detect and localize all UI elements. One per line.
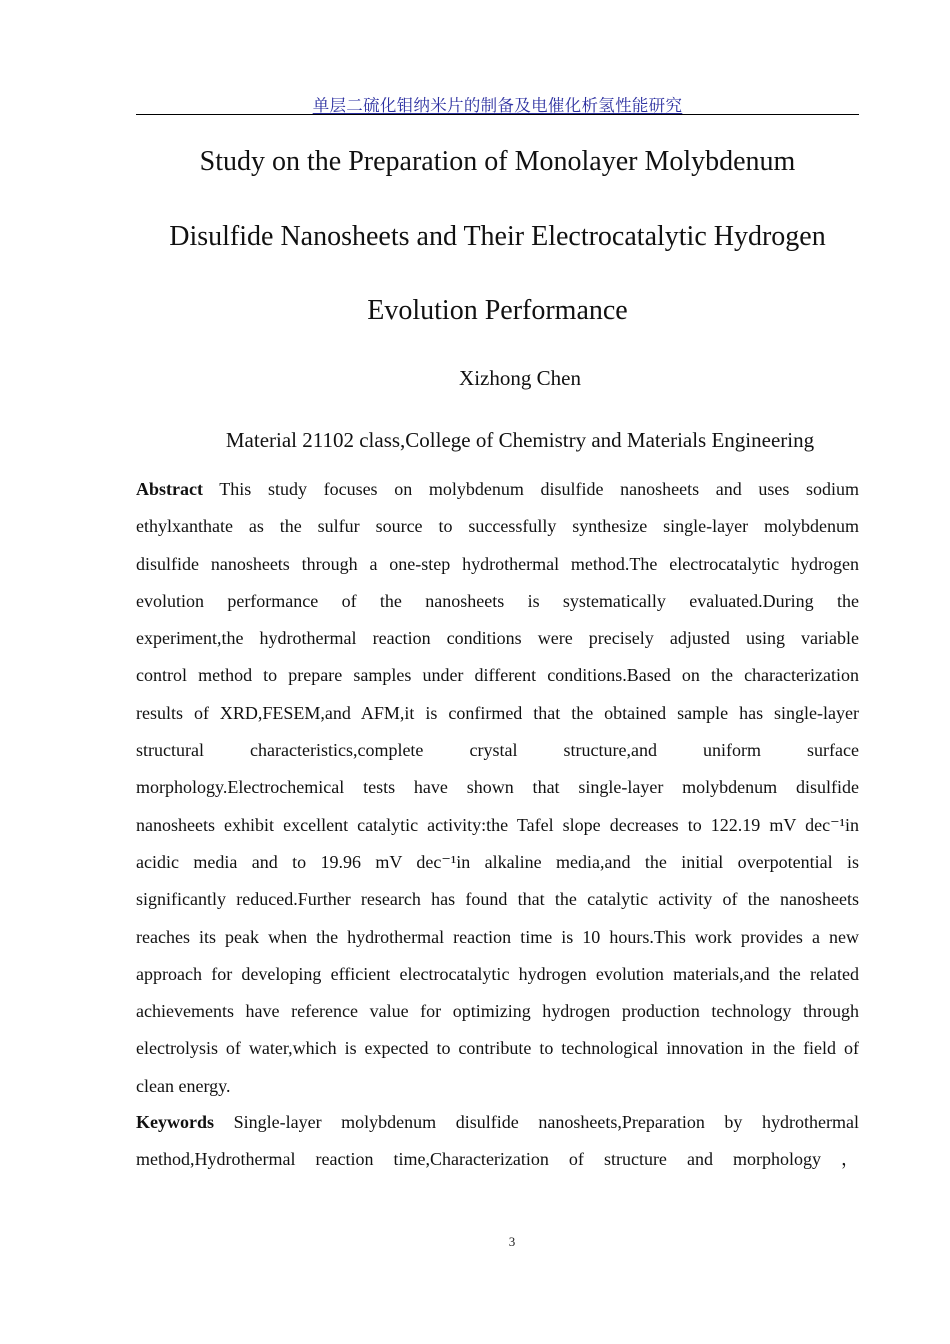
abstract-line: acidic media and to 19.96 mV dec⁻¹in alkaline media,and the initial overpotential is bbox=[136, 851, 859, 872]
page-number: 3 bbox=[508, 1234, 516, 1249]
running-header-title: 单层二硫化钼纳米片的制备及电催化析氢性能研究 bbox=[312, 96, 683, 115]
keywords-line bbox=[136, 1104, 859, 1141]
author-affiliation: Material 21102 class,College of Chemistry and Materials Engineering bbox=[225, 428, 815, 452]
keywords-section bbox=[136, 1104, 859, 1179]
abstract-line bbox=[136, 471, 859, 508]
paper-title-line-3: Evolution Performance bbox=[367, 295, 628, 326]
abstract-text: This study focuses on molybdenum disulfide nanosheets and uses sodium bbox=[202, 479, 859, 499]
abstract-line: evolution performance of the nanosheets is systematically evaluated.During the bbox=[136, 590, 859, 611]
paper-title-line-2: Disulfide Nanosheets and Their Electrocatalytic Hydrogen bbox=[169, 221, 826, 252]
abstract-line: reaches its peak when the hydrothermal reaction time is 10 hours.This work provides a new bbox=[136, 926, 859, 947]
abstract-section bbox=[136, 471, 859, 1105]
abstract-line: control method to prepare samples under different conditions.Based on the characterization bbox=[136, 665, 859, 686]
abstract-label: Abstract bbox=[136, 479, 203, 499]
paper-title-line-1: Study on the Preparation of Monolayer Molybdenum bbox=[199, 146, 796, 177]
abstract-line: experiment,the hydrothermal reaction conditions were precisely adjusted using variable bbox=[136, 628, 859, 649]
abstract-line: significantly reduced.Further research has found that the catalytic activity of the nanosheets bbox=[136, 889, 859, 910]
abstract-line: structural characteristics,complete crystal structure,and uniform surface bbox=[136, 740, 859, 761]
keywords-label: Keywords bbox=[136, 1112, 214, 1132]
keywords-line: method,Hydrothermal reaction time,Characterization of structure and morphology ， bbox=[136, 1149, 859, 1170]
abstract-line: ethylxanthate as the sulfur source to successfully synthesize single-layer molybdenum bbox=[136, 516, 859, 537]
abstract-line: disulfide nanosheets through a one-step hydrothermal method.The electrocatalytic hydrogen bbox=[136, 553, 859, 574]
abstract-line: results of XRD,FESEM,and AFM,it is confirmed that the obtained sample has single-layer bbox=[136, 702, 859, 723]
abstract-line: clean energy. bbox=[136, 1075, 231, 1096]
abstract-line: approach for developing efficient electrocatalytic hydrogen evolution materials,and the related bbox=[136, 963, 859, 984]
abstract-line: morphology.Electrochemical tests have shown that single-layer molybdenum disulfide bbox=[136, 777, 859, 798]
abstract-line: electrolysis of water,which is expected to contribute to technological innovation in the field of bbox=[136, 1038, 859, 1059]
author-name: Xizhong Chen bbox=[459, 366, 581, 390]
keywords-text: Single-layer molybdenum disulfide nanosheets,Preparation by hydrothermal bbox=[214, 1112, 859, 1132]
abstract-line: achievements have reference value for optimizing hydrogen production technology through bbox=[136, 1001, 859, 1022]
running-header bbox=[136, 90, 859, 115]
abstract-line: nanosheets exhibit excellent catalytic activity:the Tafel slope decreases to 122.19 mV dec⁻¹in bbox=[136, 814, 859, 835]
